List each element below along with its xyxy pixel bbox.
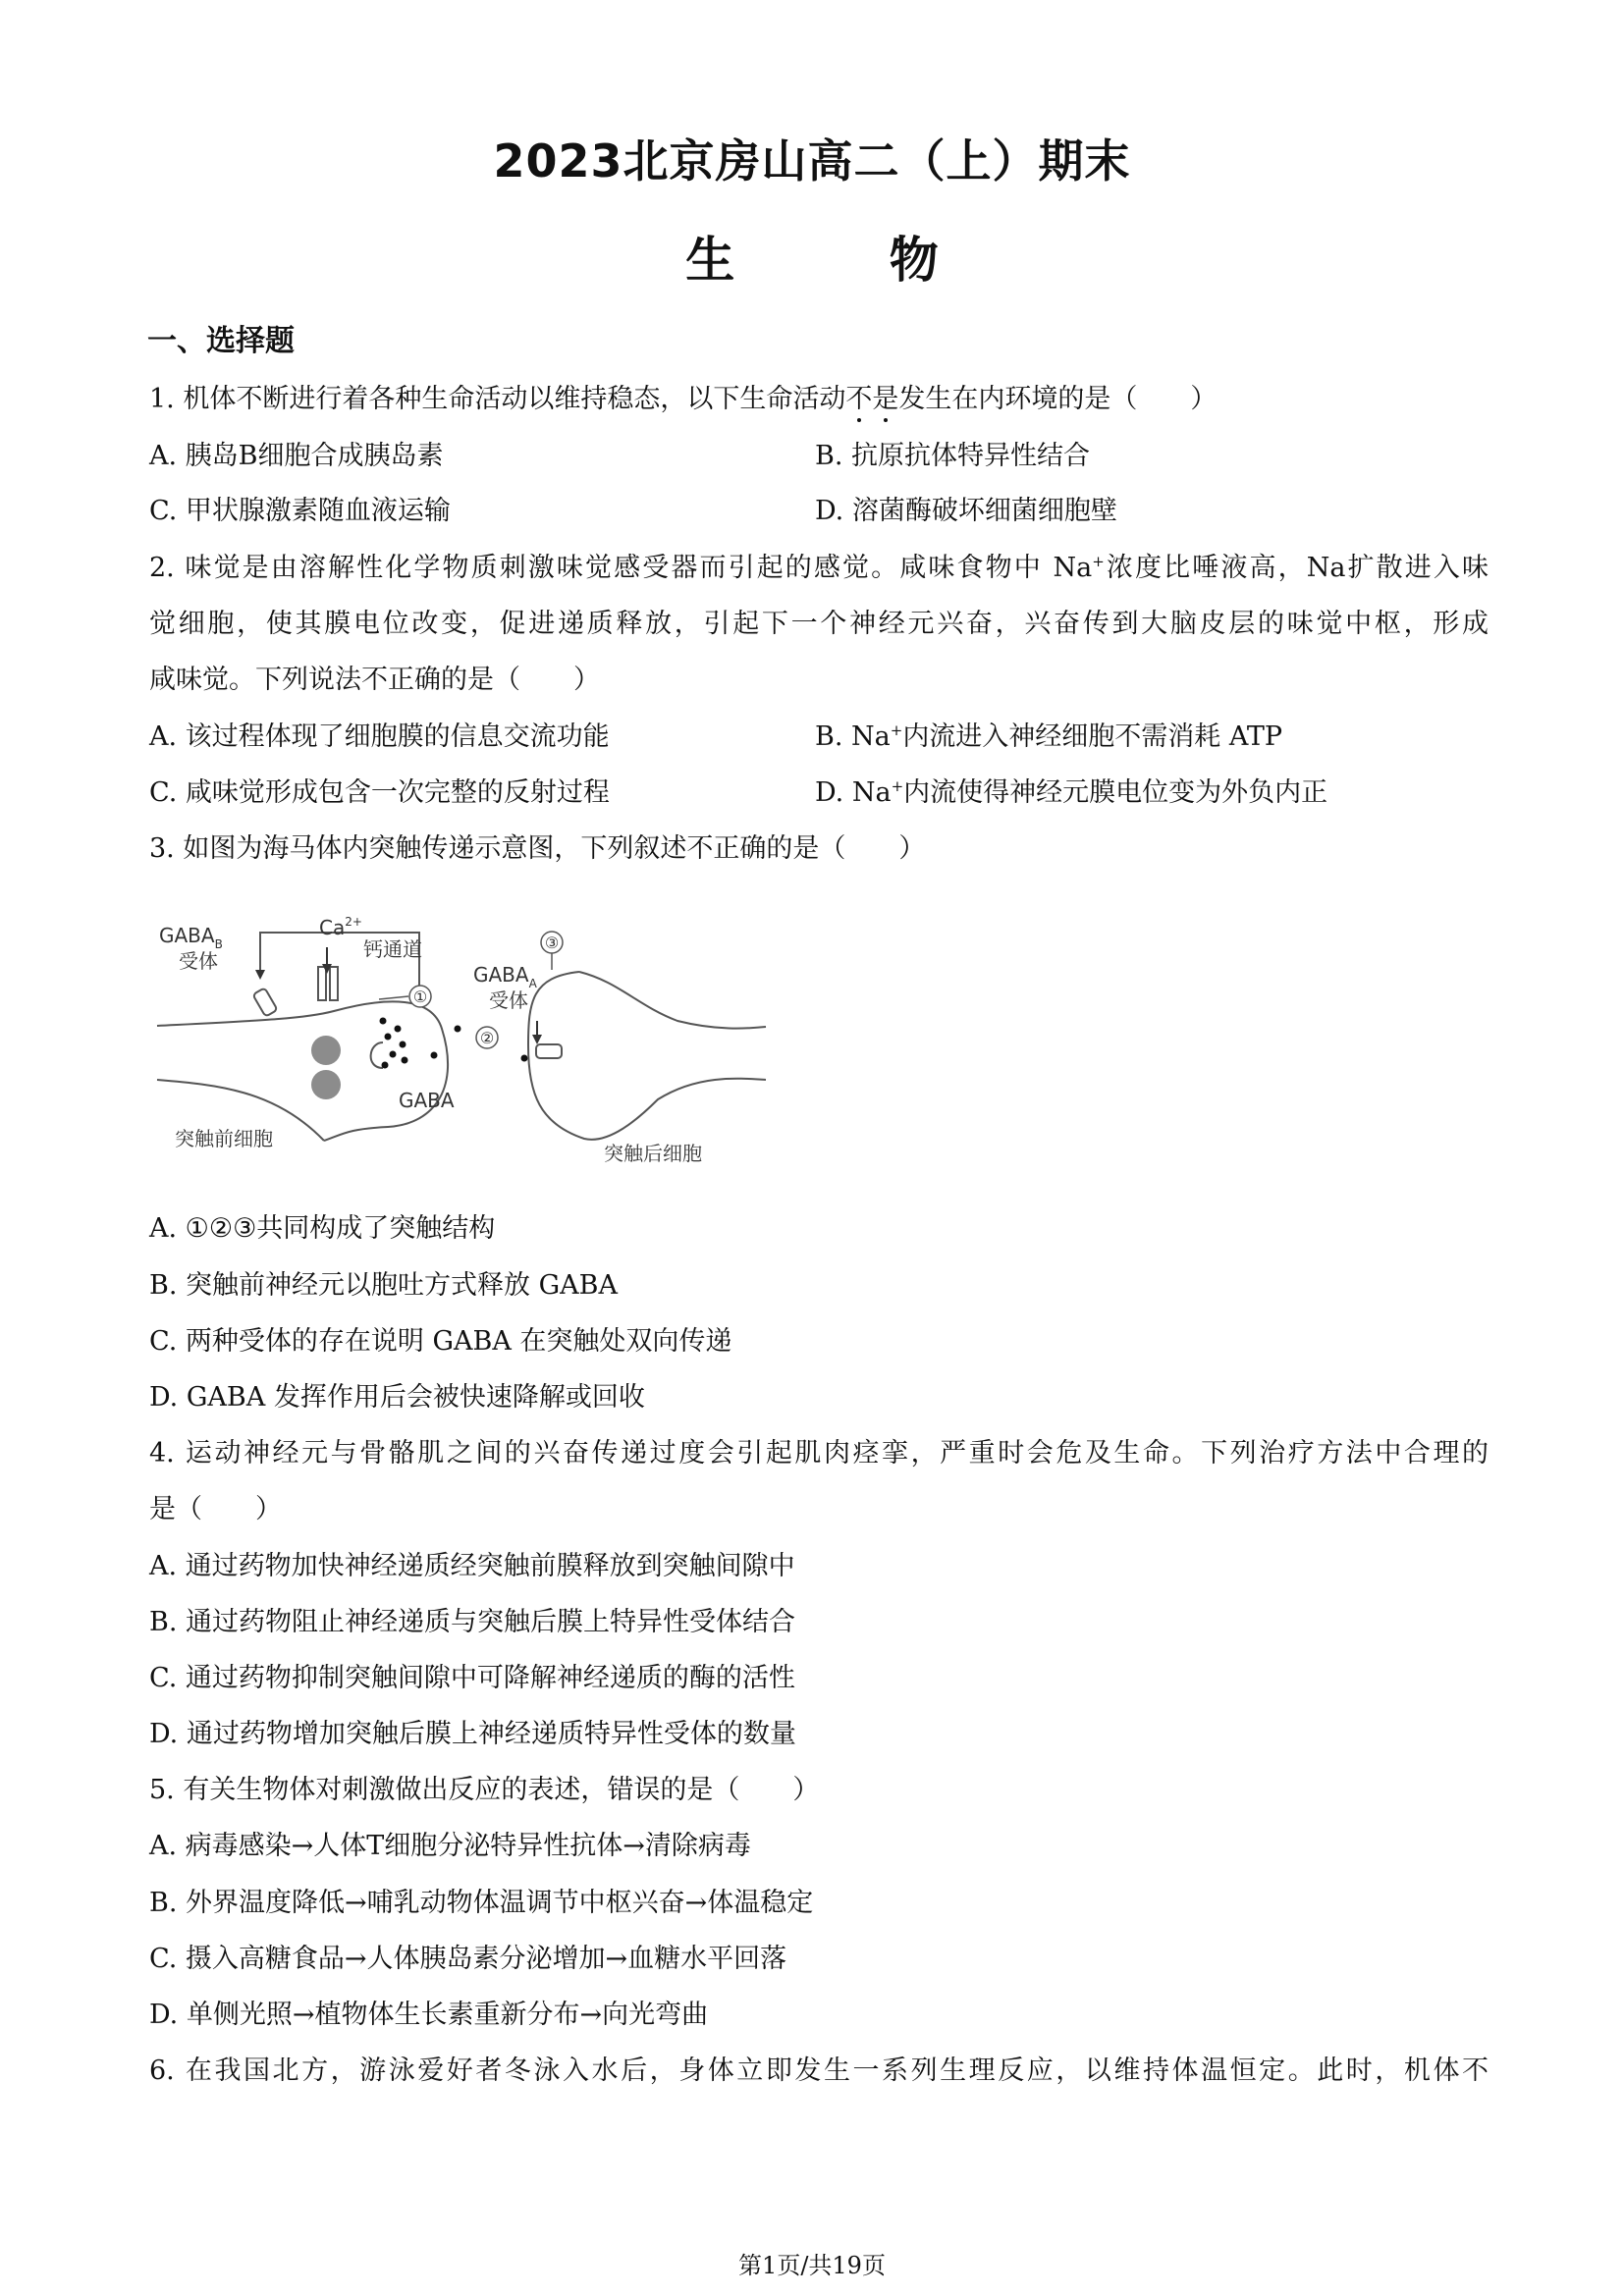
presynaptic-cell-label: 突触前细胞 [175, 1127, 273, 1150]
question-6-stem-line1: 6. 在我国北方，游泳爱好者冬泳入水后，身体立即发生一系列生理反应，以维持体温恒定。此时，机体不 [149, 2056, 1489, 2086]
calcium-label: $Ca^{2+}$ [319, 915, 362, 939]
marker-2: ② [479, 1029, 495, 1047]
question-5-stem: 5. 有关生物体对刺激做出反应的表述，错误的是（ ） [149, 1775, 820, 1805]
gaba-a-label: $GABA_A$ [473, 963, 537, 990]
question-4-stem-line2: 是（ ） [149, 1494, 282, 1524]
calcium-channel-icon [318, 967, 326, 1000]
postsynaptic-cell-label: 突触后细胞 [604, 1142, 702, 1165]
question-2-stem-line1: 2. 味觉是由溶解性化学物质刺激味觉感受器而引起的感觉。咸味食物中 Na+浓度比唾液高，Na扩散进入味 [149, 553, 1489, 583]
gaba-b-label: $GABA_B$ [159, 924, 223, 951]
vesicle-icon [311, 1036, 341, 1065]
question-5-option-c: C. 摄入高糖食品→人体胰岛素分泌增加→血糖水平回落 [149, 1944, 787, 1974]
gaba-molecules [380, 1018, 562, 1069]
question-3-stem: 3. 如图为海马体内突触传递示意图，下列叙述不正确的是（ ） [149, 833, 926, 864]
gaba-b-receptor-label: 受体 [179, 949, 218, 973]
marker-3: ③ [544, 934, 560, 952]
question-4-stem-line1: 4. 运动神经元与骨骼肌之间的兴奋传递过度会引起肌肉痉挛，严重时会危及生命。下列治疗方法中合理的 [149, 1438, 1489, 1468]
question-3-option-b: B. 突触前神经元以胞吐方式释放 GABA [149, 1270, 618, 1301]
release-vesicle-icon [371, 1042, 383, 1068]
question-2-stem-line3: 咸味觉。下列说法不正确的是（ ） [149, 665, 600, 695]
subject-title: 生 物 [685, 232, 1007, 289]
page-footer: 第1页/共19页 [738, 2252, 886, 2279]
calcium-channel-icon [330, 967, 338, 1000]
question-4-option-b: B. 通过药物阻止神经递质与突触后膜上特异性受体结合 [149, 1607, 796, 1637]
question-3-option-c: C. 两种受体的存在说明 GABA 在突触处双向传递 [149, 1326, 732, 1357]
question-2-option-d: D. Na+内流使得神经元膜电位变为外负内正 [815, 777, 1328, 808]
question-1-option-a: A. 胰岛B细胞合成胰岛素 [149, 441, 444, 471]
arrow-head-icon [255, 970, 265, 980]
question-4-option-a: A. 通过药物加快神经递质经突触前膜释放到突触间隙中 [149, 1551, 795, 1581]
question-5-option-a: A. 病毒感染→人体T细胞分泌特异性抗体→清除病毒 [149, 1831, 751, 1861]
calcium-channel-label: 钙通道 [363, 937, 422, 961]
question-2-option-c: C. 咸味觉形成包含一次完整的反射过程 [149, 777, 610, 808]
marker-1: ① [412, 988, 428, 1006]
question-3-option-d: D. GABA 发挥作用后会被快速降解或回收 [149, 1382, 645, 1413]
gaba-b-receptor-icon [252, 988, 277, 1017]
emphasis-dot-text: 是 [872, 384, 899, 414]
postsynaptic-membrane [528, 972, 766, 1140]
question-5-option-b: B. 外界温度降低→哺乳动物体温调节中枢兴奋→体温稳定 [149, 1888, 814, 1918]
emphasis-dot-text: 不 [845, 384, 873, 414]
arrow-head-icon [532, 1035, 542, 1044]
question-2-option-b: B. Na+内流进入神经细胞不需消耗 ATP [815, 721, 1283, 752]
question-1-option-c: C. 甲状腺激素随血液运输 [149, 496, 451, 526]
question-4-option-c: C. 通过药物抑制突触间隙中可降解神经递质的酶的活性 [149, 1663, 795, 1693]
pointer-line [379, 996, 408, 999]
exam-title: 2023北京房山高二（上）期末 [493, 134, 1131, 187]
question-3-option-a: A. ①②③共同构成了突触结构 [149, 1213, 496, 1244]
gaba-a-receptor-icon [536, 1044, 562, 1058]
vesicle-icon [311, 1070, 341, 1099]
question-2-option-a: A. 该过程体现了细胞膜的信息交流功能 [149, 721, 610, 752]
section-heading: 一、选择题 [147, 324, 295, 358]
question-1-option-b: B. 抗原抗体特异性结合 [815, 441, 1091, 471]
postsynaptic-membrane-upper [579, 972, 766, 1029]
gaba-label: GABA [399, 1089, 455, 1112]
question-4-option-d: D. 通过药物增加突触后膜上神经递质特异性受体的数量 [149, 1719, 796, 1749]
question-1-option-d: D. 溶菌酶破坏细菌细胞壁 [815, 496, 1117, 526]
question-2-stem-line2: 觉细胞，使其膜电位改变，促进递质释放，引起下一个神经元兴奋，兴奋传到大脑皮层的味觉中枢，形成 [149, 609, 1489, 639]
question-1-stem: 1. 机体不断进行着各种生命活动以维持稳态，以下生命活动不是发生在内环境的是（ ） [149, 384, 1218, 414]
question-5-option-d: D. 单侧光照→植物体生长素重新分布→向光弯曲 [149, 2000, 709, 2030]
gaba-a-receptor-label: 受体 [489, 988, 528, 1012]
synapse-diagram [147, 913, 776, 1168]
